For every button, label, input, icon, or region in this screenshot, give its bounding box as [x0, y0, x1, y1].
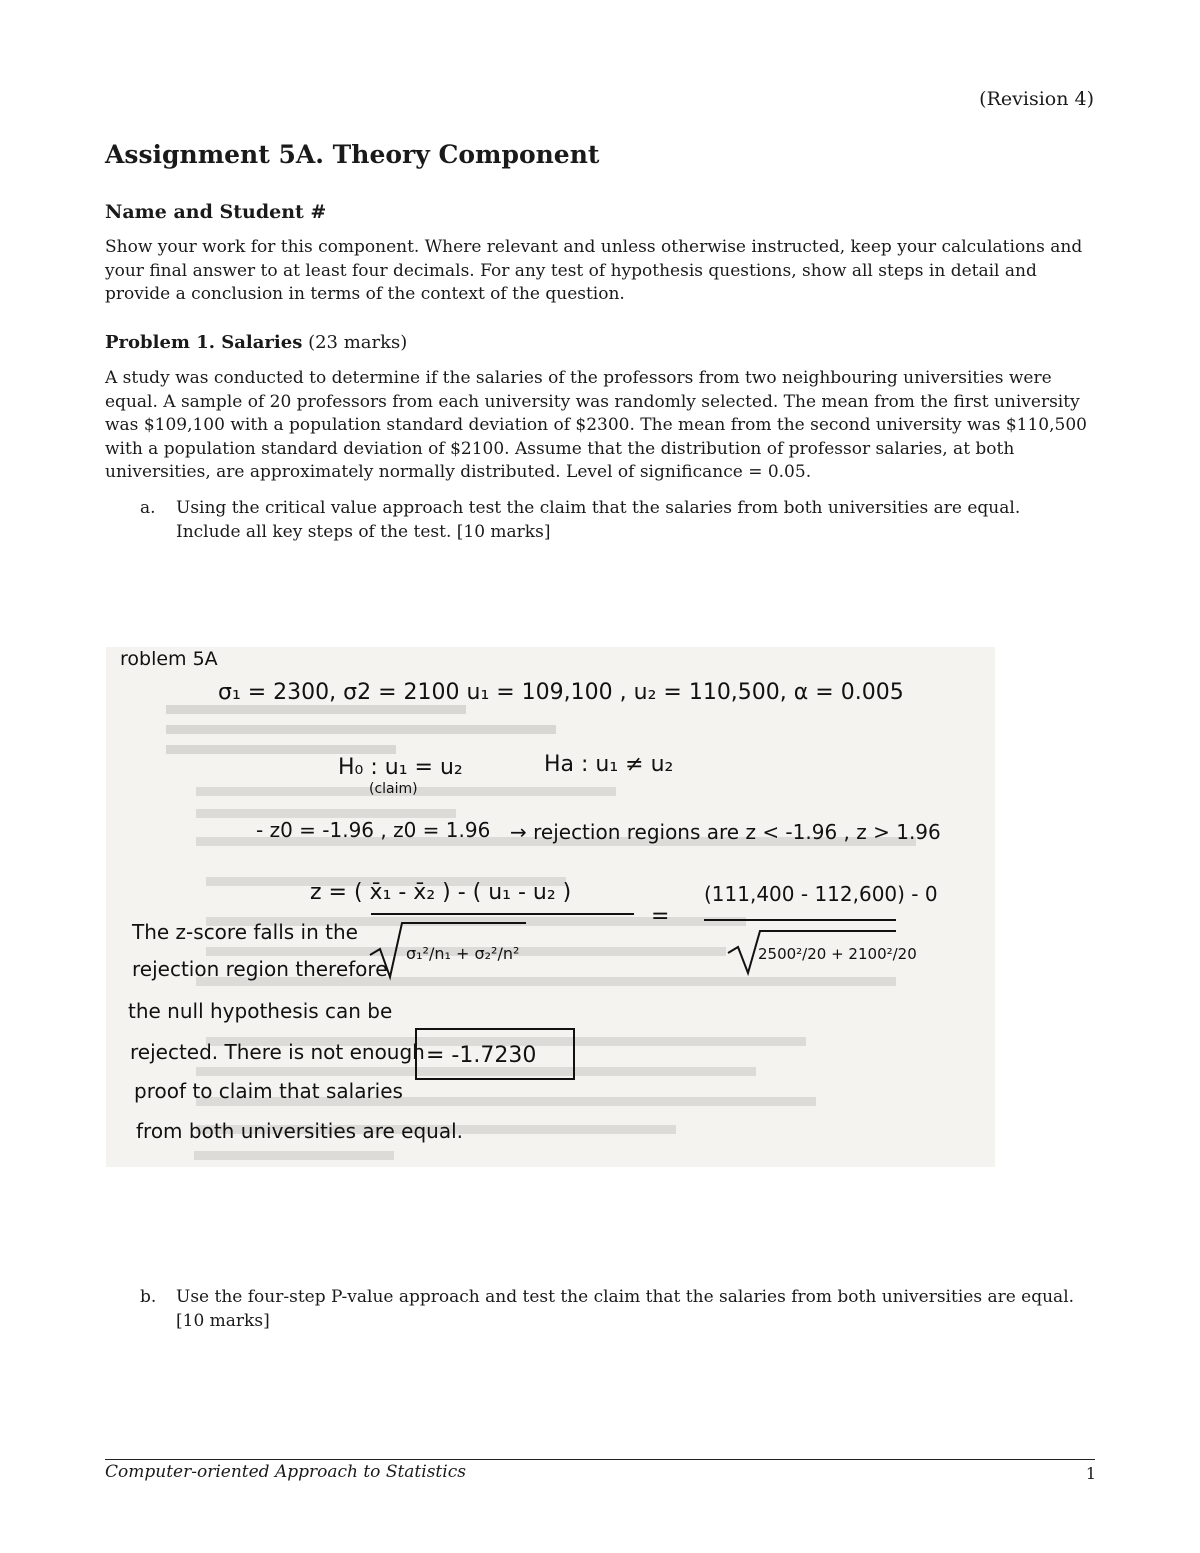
hw-result-value: = -1.7230: [426, 1043, 537, 1068]
problem-title: Problem 1. Salaries: [105, 332, 303, 353]
hw-denominator-left: σ₁²/n₁ + σ₂²/n²: [406, 944, 520, 963]
bleed-line: [166, 745, 396, 754]
revision-label: (Revision 4): [979, 88, 1094, 110]
part-a: [140, 496, 1090, 544]
bleed-line: [166, 705, 466, 714]
hw-formula-numerator: z = ( x̄₁ - x̄₂ ) - ( u₁ - u₂ ): [310, 880, 572, 905]
problem-description: A study was conducted to determine if the salaries of the professors from two neighbouring universities were equal. A sample of 20 professors from each university was randomly selected. The mean from the first university was $109,100 with a population standard deviation of $2300. The mean from the second university was $110,500 with a population standard deviation of $2100. Assume that the distribution of professor salaries, at both universities, are approximately normally distributed. Level of significance = 0.05.: [105, 368, 1087, 482]
hw-conclusion-line: the null hypothesis can be: [128, 999, 393, 1023]
part-b: [140, 1285, 1090, 1333]
problem-marks: (23 marks): [308, 332, 408, 353]
hw-conclusion-line: rejection region therefore: [132, 957, 388, 981]
handwritten-solution-photo: [106, 647, 995, 1167]
page-title: Assignment 5A. Theory Component: [105, 140, 600, 169]
hw-formula-rhs-numerator: (111,400 - 112,600) - 0: [704, 882, 938, 906]
hw-denominator-right: 2500²/20 + 2100²/20: [758, 945, 917, 963]
hw-claim-note: (claim): [369, 781, 418, 797]
hw-conclusion-line: proof to claim that salaries: [134, 1079, 403, 1103]
part-b-text: Use the four-step P-value approach and test the claim that the salaries from both universities are equal. [10 marks]: [176, 1287, 1075, 1331]
name-student-label: Name and Student #: [105, 201, 327, 223]
part-a-letter: a.: [140, 498, 156, 518]
bleed-line: [194, 1151, 394, 1160]
part-a-text: Using the critical value approach test the claim that the salaries from both universities are equal. Include all key steps of the test. [10 marks]: [176, 498, 1021, 542]
hw-conclusion-line: rejected. There is not enough: [130, 1040, 425, 1064]
hw-null-hypothesis: H₀ : u₁ = u₂: [338, 755, 463, 780]
problem-heading: [105, 332, 407, 353]
footer-course-name: Computer-oriented Approach to Statistics: [105, 1462, 466, 1482]
page-number: 1: [1085, 1464, 1096, 1483]
hw-rejection-regions: → rejection regions are z < -1.96 , z > 1.96: [510, 820, 941, 844]
part-b-letter: b.: [140, 1287, 157, 1307]
handwritten-solution-svg: [106, 647, 995, 1167]
hw-givens: σ₁ = 2300, σ2 = 2100 u₁ = 109,100 , u₂ = 110,500, α = 0.005: [218, 680, 904, 705]
hw-alt-hypothesis: Ha : u₁ ≠ u₂: [544, 752, 674, 777]
hw-critical-values: - z0 = -1.96 , z0 = 1.96: [256, 818, 491, 842]
footer-divider: [105, 1459, 1095, 1460]
hw-problem-header: roblem 5A: [120, 648, 218, 670]
instructions-paragraph: Show your work for this component. Where relevant and unless otherwise instructed, keep your calculations and your final answer to at least four decimals. For any test of hypothesis questions, show all steps in detail and provide a conclusion in terms of the context of the question.: [105, 237, 1083, 304]
bleed-line: [196, 809, 456, 818]
hw-conclusion-line: from both universities are equal.: [136, 1119, 463, 1143]
hw-conclusion-line: The z-score falls in the: [132, 920, 358, 944]
bleed-line: [196, 1067, 756, 1076]
bleed-line: [166, 725, 556, 734]
hw-equals-sign: =: [651, 904, 670, 929]
